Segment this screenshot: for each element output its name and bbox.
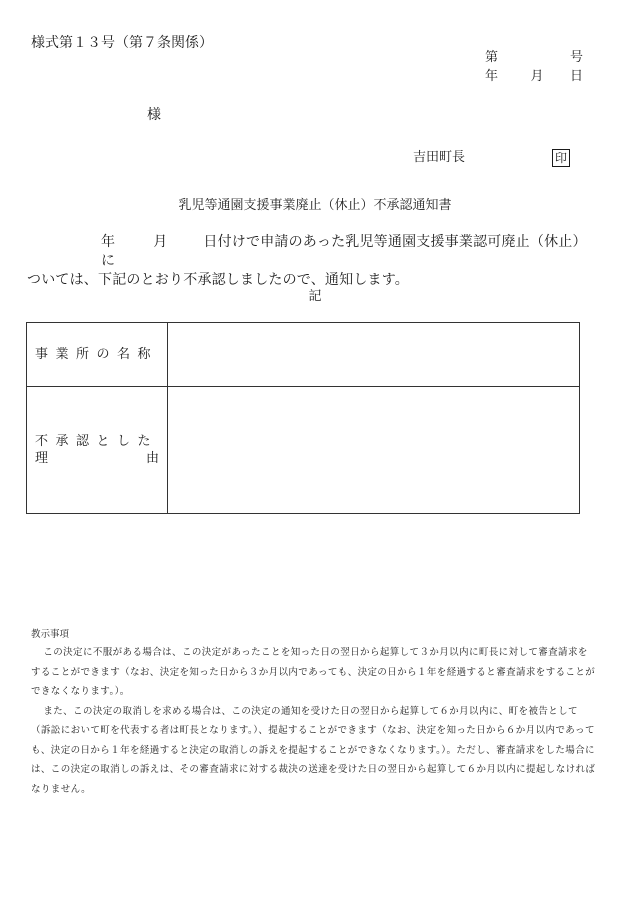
reason-label-line1: 不承認とした [35,434,159,449]
date-day: 日 [569,69,583,84]
issuer-name: 吉田町長 [413,150,466,165]
notes-paragraph-2: また、この決定の取消しを求める場合は、この決定の通知を受けた日の翌日から起算して６か月以内に、町を被告として（訴訟において町を代表する者は町長となります。）、提起することができます（なお、決定を知った日から６か月以内であっても、決定の日から１年を経過すると決定の取消しの訴えを提起することができなくなります。）。ただし、審査請求をした場合には、この決定の取消しの訴えは、その審査請求に対する裁決の送達を受けた日の翌日から起算して６か月以内に提起しなければなりません。 [31,705,596,795]
notes-body [31,643,596,799]
document-number [485,50,583,66]
doc-number-prefix: 第 [485,50,499,65]
facility-name-label: 事業所の名称 [27,323,168,387]
date-month: 月 [530,69,544,84]
body-line-1 [27,233,599,271]
detail-table [26,322,580,514]
document-date [485,69,583,85]
notes-paragraph-1: この決定に不服がある場合は、この決定があったことを知った日の翌日から起算して３か月以内に町長に対して審査請求をすることができます（なお、決定を知った日から３か月以内であっても、決定の日から１年を経過すると審査請求をすることができなくなります。）。 [31,647,596,697]
body-line1-text: 日付けで申請のあった乳児等通園支援事業認可廃止（休止）に [101,234,587,269]
ki-heading: 記 [308,289,322,304]
recipient-honorific: 様 [147,107,161,123]
reason-label [27,387,168,514]
body-year: 年 [101,234,116,250]
body-paragraph [27,233,599,290]
reason-value [168,387,580,514]
form-number: 様式第１３号（第７条関係） [31,35,213,51]
reason-label-right: 由 [145,451,159,466]
body-month: 月 [153,234,168,250]
document-title: 乳児等通園支援事業廃止（休止）不承認通知書 [178,198,452,213]
seal-box: 印 [552,149,570,167]
facility-name-value [168,323,580,387]
table-row-reason [27,387,580,514]
reason-label-left: 理 [35,451,49,466]
reason-label-line2 [35,450,159,467]
body-line-2: ついては、下記のとおり不承認しましたので、通知します。 [27,272,409,288]
table-row-facility-name [27,323,580,387]
notes-heading: 教示事項 [31,629,70,640]
doc-number-suffix: 号 [569,50,583,65]
date-year: 年 [485,69,499,84]
